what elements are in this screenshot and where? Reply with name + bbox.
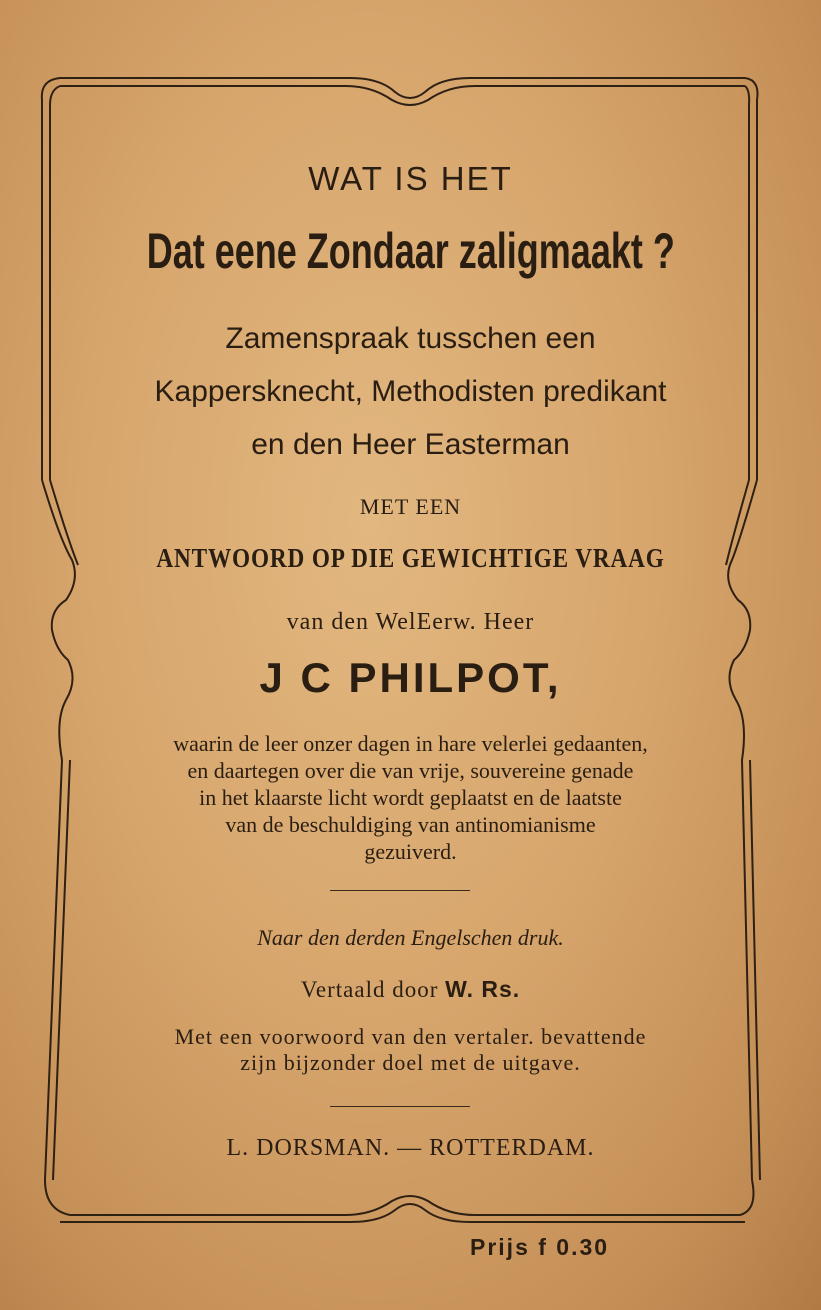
foreword-line: Met een voorwoord van den vertaler. bevattende xyxy=(174,1024,647,1049)
description-line: van de beschuldiging van antinomianisme xyxy=(225,812,596,837)
publisher-line: L. DORSMAN. — ROTTERDAM. xyxy=(226,1135,595,1161)
met-een: MET EEN xyxy=(359,494,462,519)
price-label: Prijs f 0.30 xyxy=(470,1234,610,1260)
description-line: in het klaarste licht wordt geplaatst en de laatste xyxy=(199,785,622,810)
subtitle-line-2: Kappersknecht, Methodisten predikant xyxy=(154,375,667,408)
description-line: gezuiverd. xyxy=(364,839,457,864)
edition-note: Naar den derden Engelschen druk. xyxy=(257,925,564,950)
intro-line: WAT IS HET xyxy=(308,160,513,197)
main-title xyxy=(0,222,821,280)
description-line: en daartegen over die van vrije, souvereine genade xyxy=(187,758,634,783)
divider-rule xyxy=(330,1106,470,1107)
antwoord-heading-text: ANTWOORD OP DIE GEWICHTIGE VRAAG xyxy=(156,543,665,573)
antwoord-heading xyxy=(0,543,821,574)
description-line: waarin de leer onzer dagen in hare velerlei gedaanten, xyxy=(173,731,648,756)
translated-by-label: Vertaald door xyxy=(300,977,439,1002)
translator-name: W. Rs. xyxy=(445,976,521,1002)
foreword-line: zijn bijzonder doel met de uitgave. xyxy=(240,1050,581,1075)
main-title-text: Dat eene Zondaar zaligmaakt ? xyxy=(146,223,675,279)
translator-line xyxy=(0,976,821,1003)
subtitle-line-3: en den Heer Easterman xyxy=(251,428,570,461)
divider-rule xyxy=(330,890,470,891)
van-den-line: van den WelEerw. Heer xyxy=(286,609,535,635)
subtitle-line-1: Zamenspraak tusschen een xyxy=(225,322,596,355)
description-paragraph xyxy=(0,730,821,865)
author-name: J C PHILPOT, xyxy=(259,654,562,701)
foreword-paragraph xyxy=(0,1024,821,1076)
